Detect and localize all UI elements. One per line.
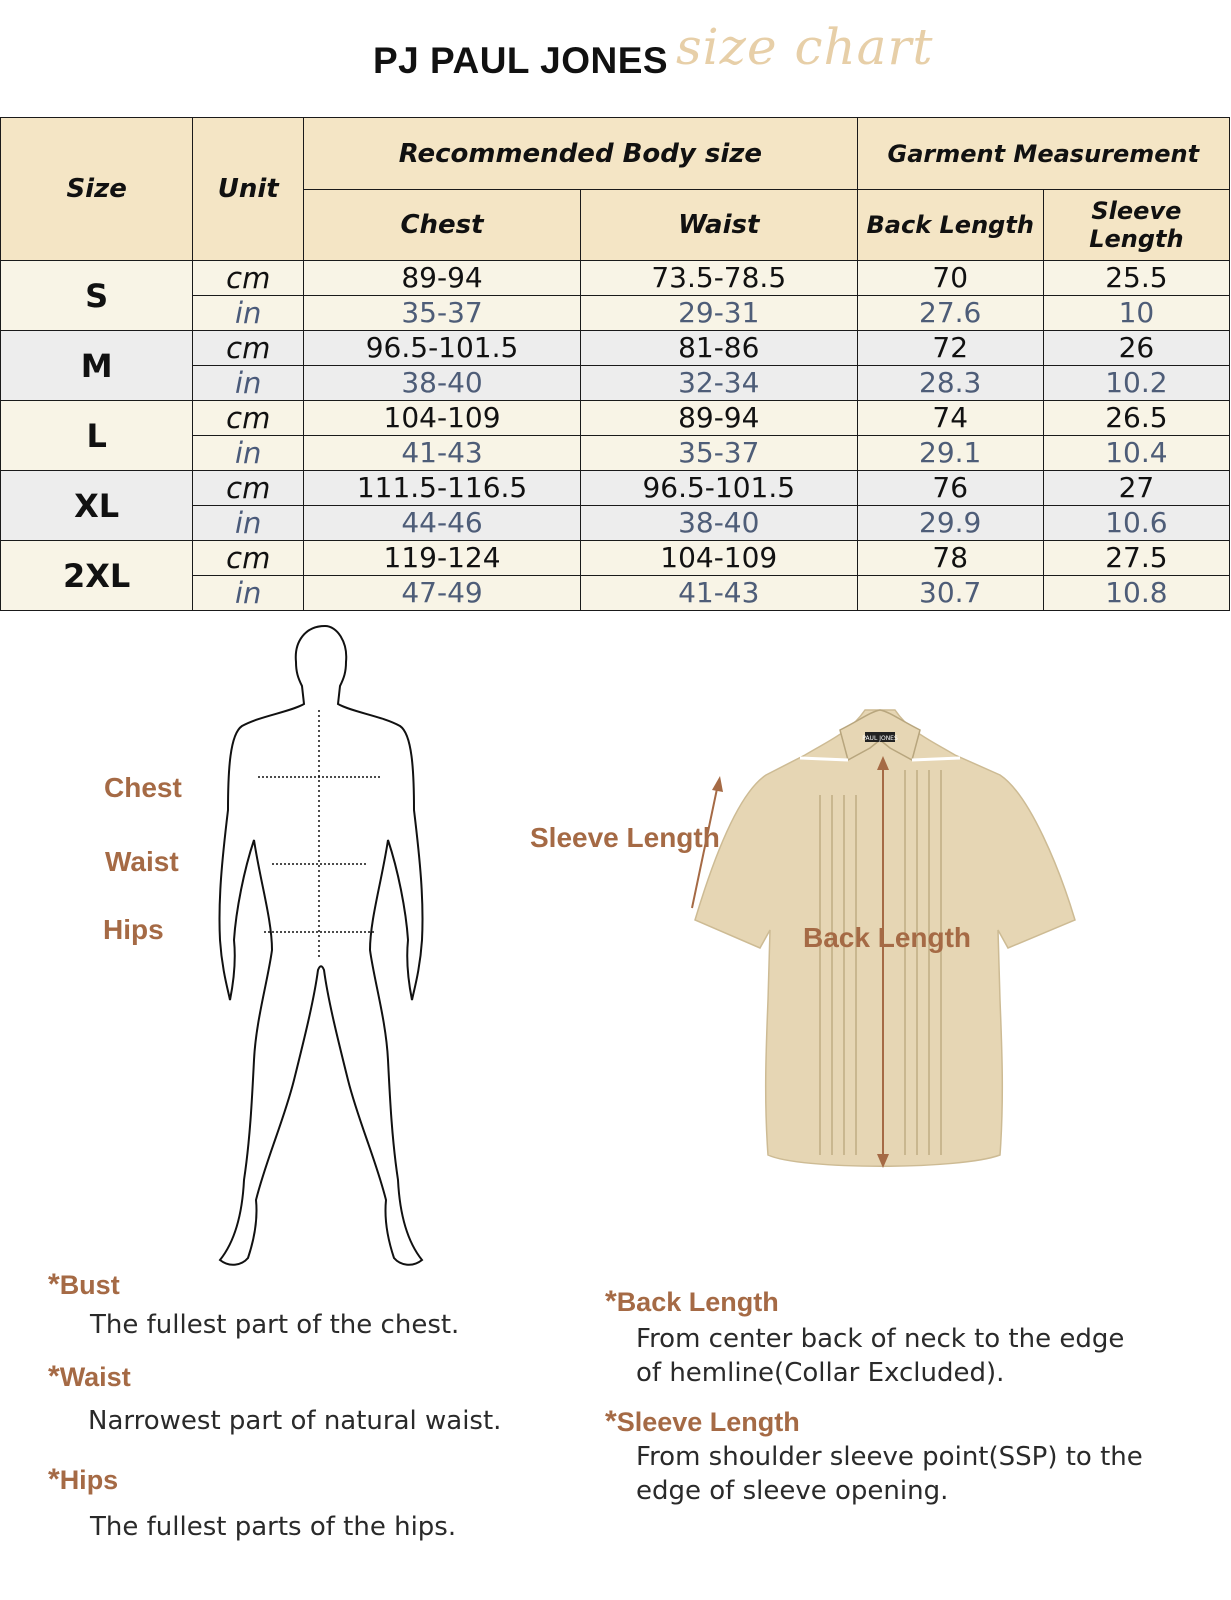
back-length-value: 78 <box>857 541 1043 576</box>
def-hips-term <box>48 1463 118 1497</box>
header-garment-group: Garment Measurement <box>857 118 1229 190</box>
sleeve-length-value: 10.6 <box>1043 506 1229 541</box>
def-back-length-term <box>605 1285 779 1319</box>
asterisk-icon: * <box>48 1268 60 1301</box>
size-label: S <box>1 261 193 331</box>
table-row <box>1 541 1230 576</box>
def-bust-term <box>48 1268 120 1302</box>
waist-value: 35-37 <box>580 436 857 471</box>
chest-value: 104-109 <box>304 401 581 436</box>
asterisk-icon: * <box>605 1285 617 1318</box>
asterisk-icon: * <box>48 1360 60 1393</box>
back-length-value: 72 <box>857 331 1043 366</box>
def-waist-label: Waist <box>59 1362 131 1392</box>
waist-value: 73.5-78.5 <box>580 261 857 296</box>
body-outline-illustration <box>210 620 440 1280</box>
back-length-value: 28.3 <box>857 366 1043 401</box>
header-chest: Chest <box>304 190 581 261</box>
header-waist: Waist <box>580 190 857 261</box>
chest-label: Chest <box>104 772 182 803</box>
def-back-length-label: Back Length <box>616 1287 779 1317</box>
def-hips-label: Hips <box>59 1465 119 1495</box>
unit-cell: cm <box>193 331 304 366</box>
size-label: 2XL <box>1 541 193 611</box>
size-label: XL <box>1 471 193 541</box>
table-row <box>1 331 1230 366</box>
def-back-length-line1: From center back of neck to the edge <box>636 1324 1125 1354</box>
hips-label: Hips <box>103 914 164 945</box>
def-sleeve-length-term <box>605 1405 800 1439</box>
unit-cell: cm <box>193 261 304 296</box>
def-sleeve-length-line1: From shoulder sleeve point(SSP) to the <box>636 1442 1143 1472</box>
back-length-label: Back Length <box>803 922 972 953</box>
size-label: L <box>1 401 193 471</box>
waist-value: 32-34 <box>580 366 857 401</box>
back-length-value: 29.9 <box>857 506 1043 541</box>
chest-value: 47-49 <box>304 576 581 611</box>
size-label: M <box>1 331 193 401</box>
def-waist-term <box>48 1360 131 1394</box>
size-chart-script: size chart <box>676 18 934 76</box>
asterisk-icon: * <box>605 1405 617 1438</box>
table-row <box>1 471 1230 506</box>
sleeve-length-value: 25.5 <box>1043 261 1229 296</box>
sleeve-length-label: Sleeve Length <box>530 822 720 853</box>
def-back-length-text <box>636 1322 1124 1390</box>
def-sleeve-length-label: Sleeve Length <box>616 1407 800 1437</box>
back-length-value: 29.1 <box>857 436 1043 471</box>
waist-value: 41-43 <box>580 576 857 611</box>
waist-value: 81-86 <box>580 331 857 366</box>
unit-cell: in <box>193 366 304 401</box>
asterisk-icon: * <box>48 1463 60 1496</box>
back-length-value: 70 <box>857 261 1043 296</box>
def-back-length-line2: of hemline(Collar Excluded). <box>636 1358 1005 1388</box>
def-hips-text: The fullest parts of the hips. <box>90 1512 457 1542</box>
waist-value: 29-31 <box>580 296 857 331</box>
shirt-tag-text: PAUL JONES <box>862 735 898 742</box>
sleeve-length-value: 10.2 <box>1043 366 1229 401</box>
table-row <box>1 401 1230 436</box>
header-unit: Unit <box>193 118 304 261</box>
waist-label: Waist <box>105 846 179 877</box>
def-bust-label: Bust <box>59 1270 120 1300</box>
chest-value: 96.5-101.5 <box>304 331 581 366</box>
sleeve-length-value: 10.8 <box>1043 576 1229 611</box>
brand-name: PJ PAUL JONES <box>373 40 669 81</box>
sleeve-length-value: 10.4 <box>1043 436 1229 471</box>
back-length-value: 30.7 <box>857 576 1043 611</box>
size-table <box>0 117 1230 611</box>
sleeve-length-value: 27.5 <box>1043 541 1229 576</box>
def-sleeve-length-line2: edge of sleeve opening. <box>636 1476 949 1506</box>
def-sleeve-length-text <box>636 1440 1143 1508</box>
unit-cell: in <box>193 506 304 541</box>
chest-value: 111.5-116.5 <box>304 471 581 506</box>
waist-value: 96.5-101.5 <box>580 471 857 506</box>
chest-value: 41-43 <box>304 436 581 471</box>
chest-value: 89-94 <box>304 261 581 296</box>
header-sleeve-length: Sleeve Length <box>1043 190 1229 261</box>
sleeve-length-value: 26.5 <box>1043 401 1229 436</box>
table-row <box>1 261 1230 296</box>
unit-cell: in <box>193 576 304 611</box>
chest-value: 44-46 <box>304 506 581 541</box>
header-back-length: Back Length <box>857 190 1043 261</box>
waist-value: 104-109 <box>580 541 857 576</box>
def-waist-text: Narrowest part of natural waist. <box>88 1406 502 1436</box>
def-bust-text: The fullest part of the chest. <box>90 1310 460 1340</box>
title-area <box>0 0 1231 115</box>
header-size: Size <box>1 118 193 261</box>
sleeve-length-value: 26 <box>1043 331 1229 366</box>
unit-cell: cm <box>193 541 304 576</box>
back-length-value: 74 <box>857 401 1043 436</box>
back-length-value: 27.6 <box>857 296 1043 331</box>
waist-value: 89-94 <box>580 401 857 436</box>
waist-value: 38-40 <box>580 506 857 541</box>
chest-value: 38-40 <box>304 366 581 401</box>
chest-value: 35-37 <box>304 296 581 331</box>
header-body-group: Recommended Body size <box>304 118 857 190</box>
sleeve-length-value: 27 <box>1043 471 1229 506</box>
unit-cell: in <box>193 436 304 471</box>
unit-cell: cm <box>193 401 304 436</box>
sleeve-length-value: 10 <box>1043 296 1229 331</box>
back-length-value: 76 <box>857 471 1043 506</box>
unit-cell: cm <box>193 471 304 506</box>
chest-value: 119-124 <box>304 541 581 576</box>
unit-cell: in <box>193 296 304 331</box>
